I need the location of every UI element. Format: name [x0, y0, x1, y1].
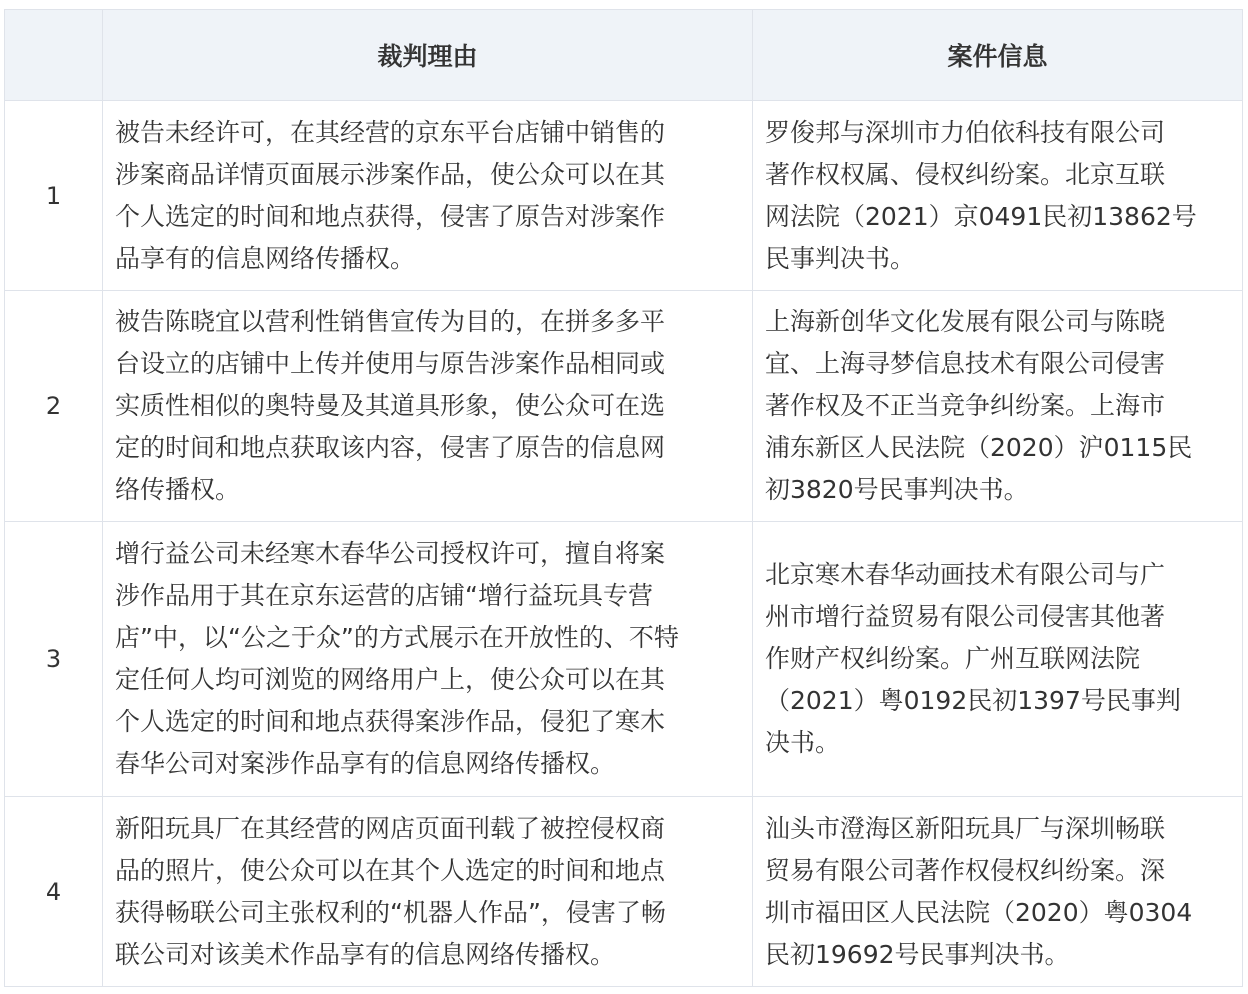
header-case-info: 案件信息 [753, 10, 1243, 101]
row-number: 2 [5, 291, 103, 522]
row-number: 3 [5, 522, 103, 797]
row-number: 4 [5, 797, 103, 987]
row-reason: 被告陈晓宜以营利性销售宣传为目的，在拼多多平 台设立的店铺中上传并使用与原告涉案作品相同或 实质性相似的奥特曼及其道具形象，使公众可在选 定的时间和地点获取该内容，侵害了原告的信息网 络传播权。 [103, 291, 753, 522]
table-row [5, 522, 1243, 797]
header-reason: 裁判理由 [103, 10, 753, 101]
row-case-info: 罗俊邦与深圳市力伯依科技有限公司 著作权权属、侵权纠纷案。北京互联 网法院（2021）京0491民初13862号 民事判决书。 [753, 101, 1243, 291]
row-case-info: 上海新创华文化发展有限公司与陈晓 宜、上海寻梦信息技术有限公司侵害 著作权及不正当竞争纠纷案。上海市 浦东新区人民法院（2020）沪0115民 初3820号民事判决书。 [753, 291, 1243, 522]
row-reason: 增行益公司未经寒木春华公司授权许可，擅自将案 涉作品用于其在京东运营的店铺“增行益玩具专营 店”中，以“公之于众”的方式展示在开放性的、不特 定任何人均可浏览的网络用户上，使公众可以在其 个人选定的时间和地点获得案涉作品，侵犯了寒木 春华公司对案涉作品享有的信息网络传播权。 [103, 522, 753, 797]
row-reason: 被告未经许可，在其经营的京东平台店铺中销售的 涉案商品详情页面展示涉案作品，使公众可以在其 个人选定的时间和地点获得，侵害了原告对涉案作 品享有的信息网络传播权。 [103, 101, 753, 291]
case-table [4, 9, 1243, 987]
case-table-container [4, 9, 1242, 987]
row-case-info: 汕头市澄海区新阳玩具厂与深圳畅联 贸易有限公司著作权侵权纠纷案。深 圳市福田区人民法院（2020）粤0304 民初19692号民事判决书。 [753, 797, 1243, 987]
row-number: 1 [5, 101, 103, 291]
row-reason: 新阳玩具厂在其经营的网店页面刊载了被控侵权商 品的照片，使公众可以在其个人选定的时间和地点 获得畅联公司主张权利的“机器人作品”，侵害了畅 联公司对该美术作品享有的信息网络传播权。 [103, 797, 753, 987]
table-row [5, 797, 1243, 987]
table-row [5, 291, 1243, 522]
table-row [5, 101, 1243, 291]
header-index [5, 10, 103, 101]
row-case-info: 北京寒木春华动画技术有限公司与广 州市增行益贸易有限公司侵害其他著 作财产权纠纷案。广州互联网法院 （2021）粤0192民初1397号民事判 决书。 [753, 522, 1243, 797]
table-header-row [5, 10, 1243, 101]
